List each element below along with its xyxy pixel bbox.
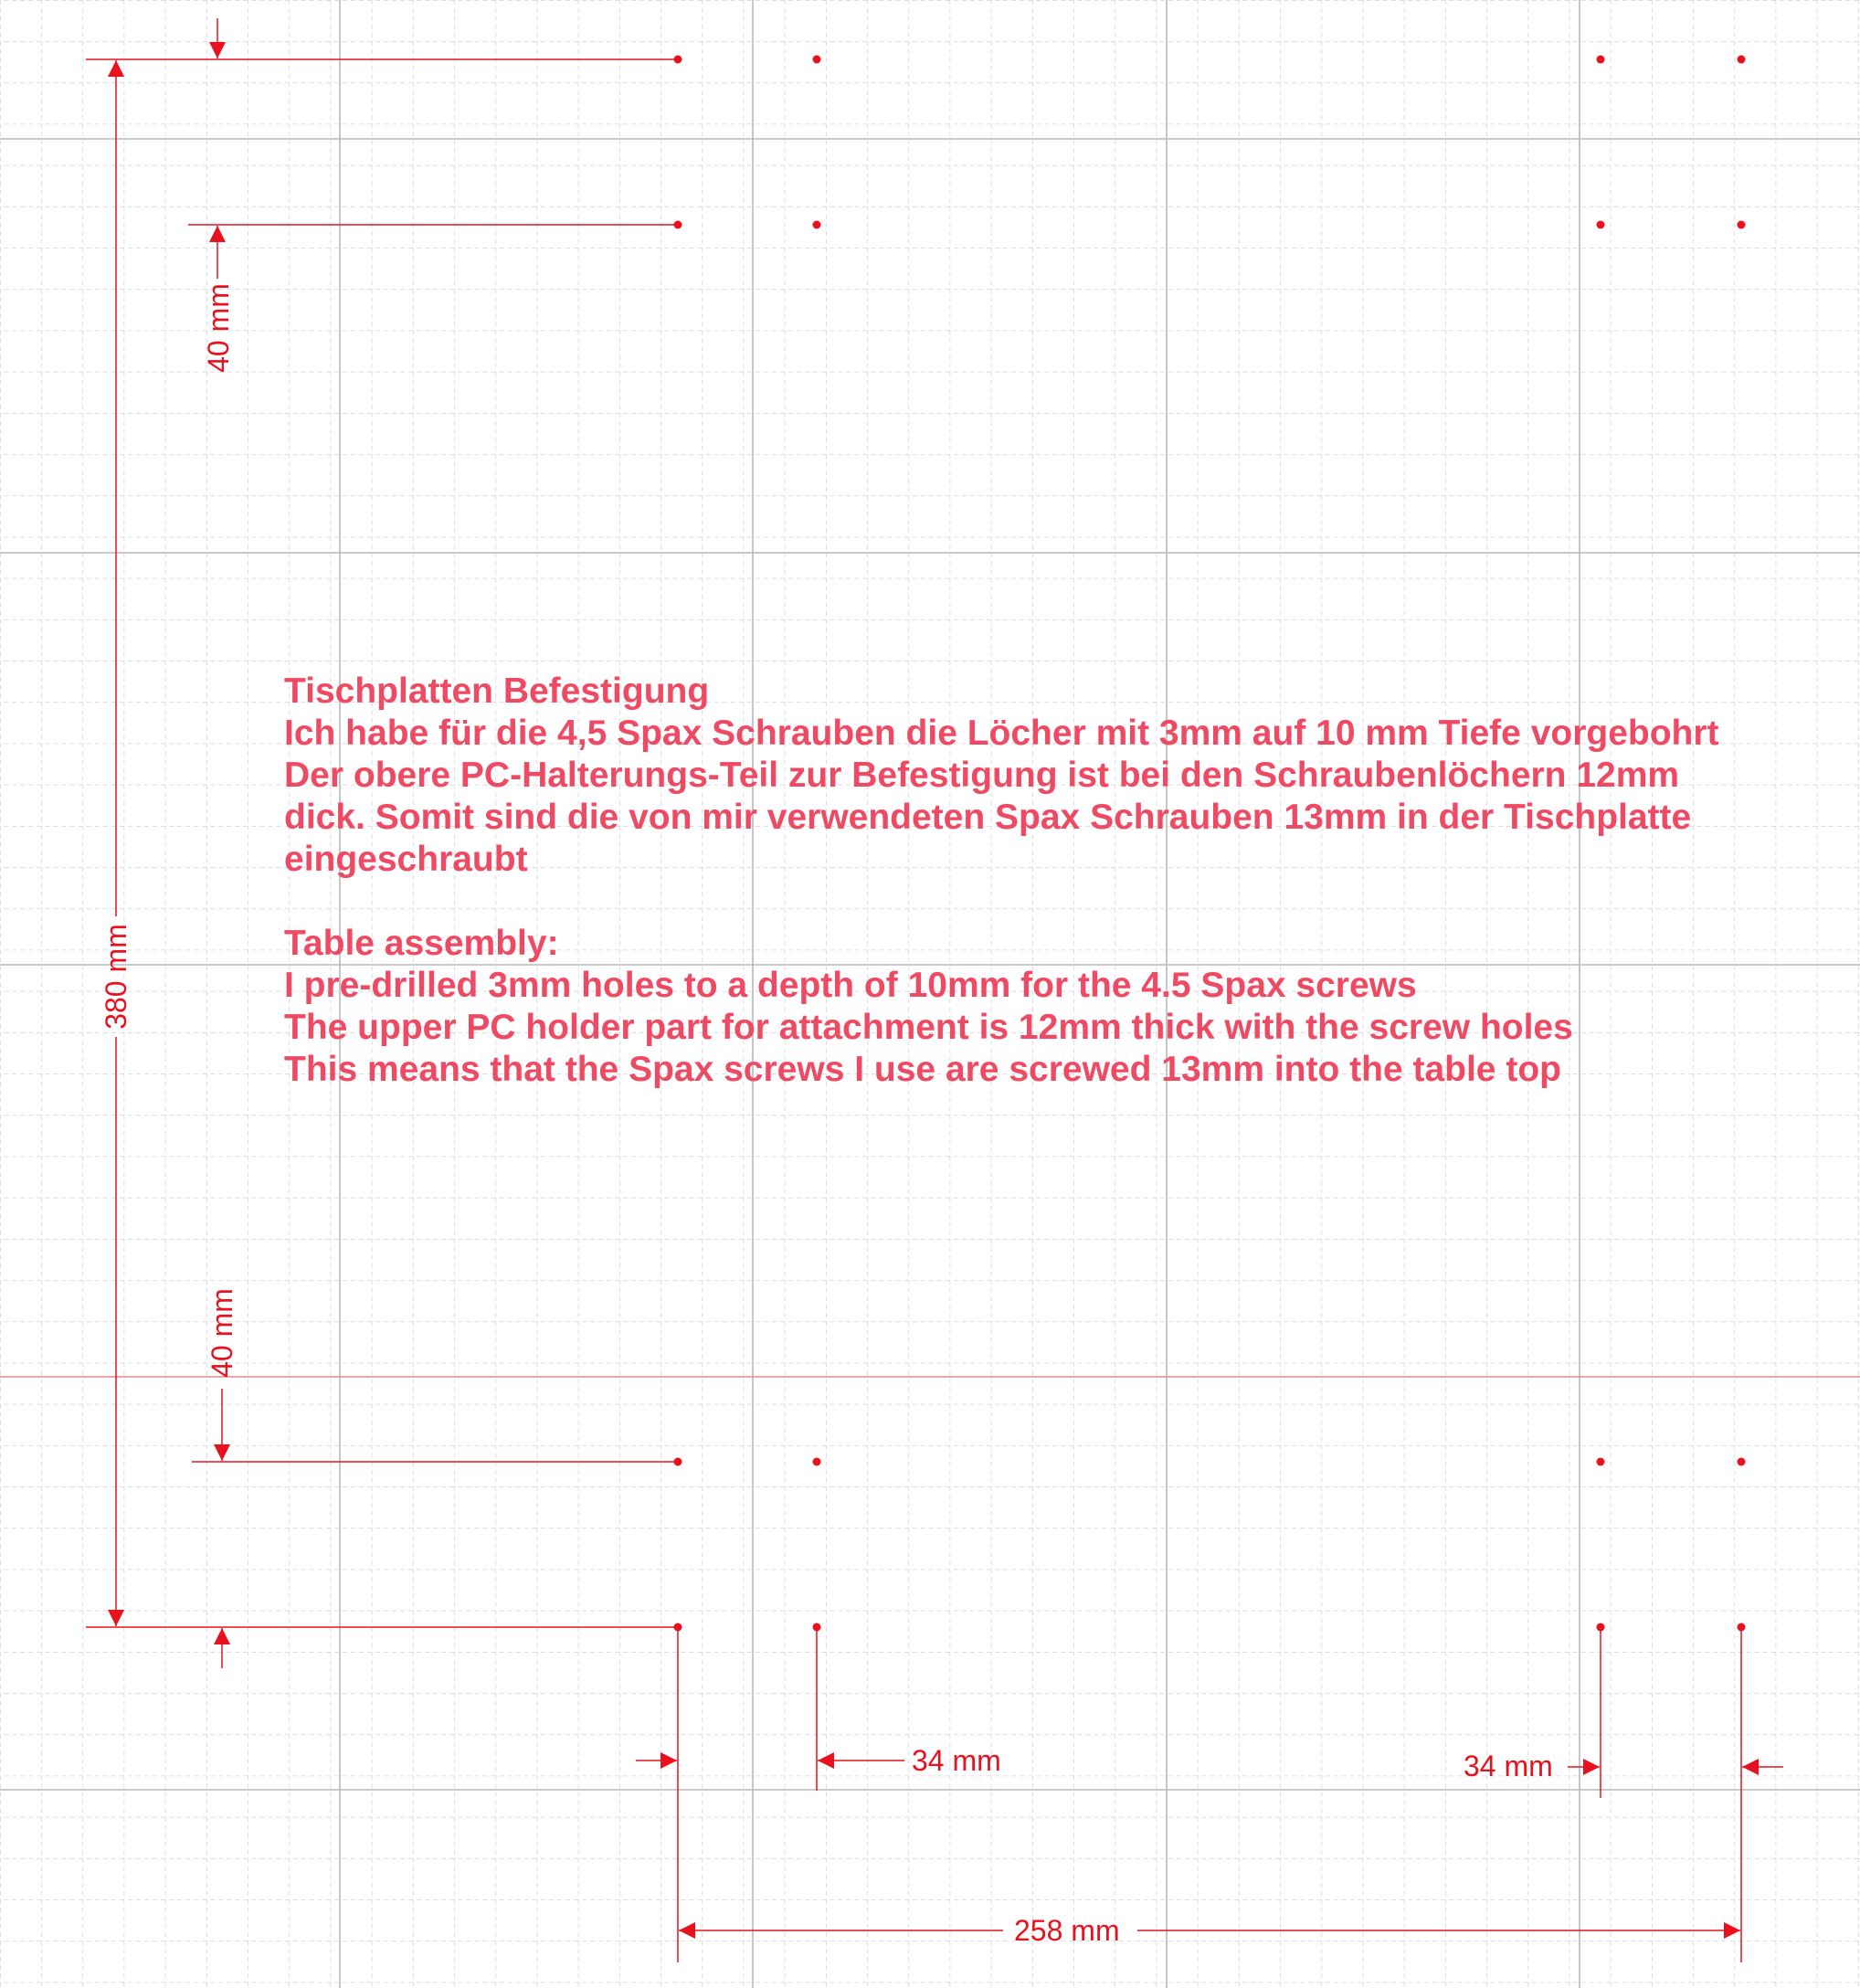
note-de-line-3: dick. Somit sind die von mir verwendeten Spax Schrauben 13mm in der Tischplatte <box>284 798 1692 837</box>
top-offset-label: 40 mm <box>202 283 235 373</box>
screw-hole <box>1738 56 1746 64</box>
note-en-line-2: The upper PC holder part for attachment is 12mm thick with the screw holes <box>284 1008 1573 1047</box>
note-en-line-3: This means that the Spax screws I use are screwed 13mm into the table top <box>284 1050 1561 1089</box>
note-de-line-4: eingeschraubt <box>284 840 528 879</box>
screw-hole <box>1738 221 1746 229</box>
screw-hole <box>813 1458 821 1466</box>
screw-hole <box>1597 56 1605 64</box>
note-de-line-1: Ich habe für die 4,5 Spax Schrauben die Löcher mit 3mm auf 10 mm Tiefe vorgebohrt <box>284 714 1719 753</box>
right-spacing-label: 34 mm <box>1464 1750 1553 1782</box>
bottom-offset-label: 40 mm <box>206 1288 238 1378</box>
screw-hole <box>1738 1623 1746 1632</box>
note-en-line-1: I pre-drilled 3mm holes to a depth of 10mm for the 4.5 Spax screws <box>284 966 1417 1005</box>
screw-hole <box>1738 1458 1746 1466</box>
screw-hole <box>1597 1623 1605 1632</box>
screw-hole <box>674 1623 682 1632</box>
width-dimension-label: 258 mm <box>1014 1914 1120 1947</box>
screw-hole <box>813 221 821 229</box>
note-de-line-2: Der obere PC-Halterungs-Teil zur Befestigung ist bei den Schraubenlöchern 12mm <box>284 756 1680 795</box>
note-en-title: Table assembly: <box>284 924 559 963</box>
screw-hole <box>674 56 682 64</box>
screw-hole <box>813 1623 821 1632</box>
height-dimension-label: 380 mm <box>100 924 132 1030</box>
left-spacing-label: 34 mm <box>912 1744 1001 1777</box>
screw-hole <box>674 221 682 229</box>
screw-hole <box>813 56 821 64</box>
screw-hole <box>674 1458 682 1466</box>
note-de-title: Tischplatten Befestigung <box>284 671 710 711</box>
screw-hole <box>1597 1458 1605 1466</box>
screw-hole <box>1597 221 1605 229</box>
